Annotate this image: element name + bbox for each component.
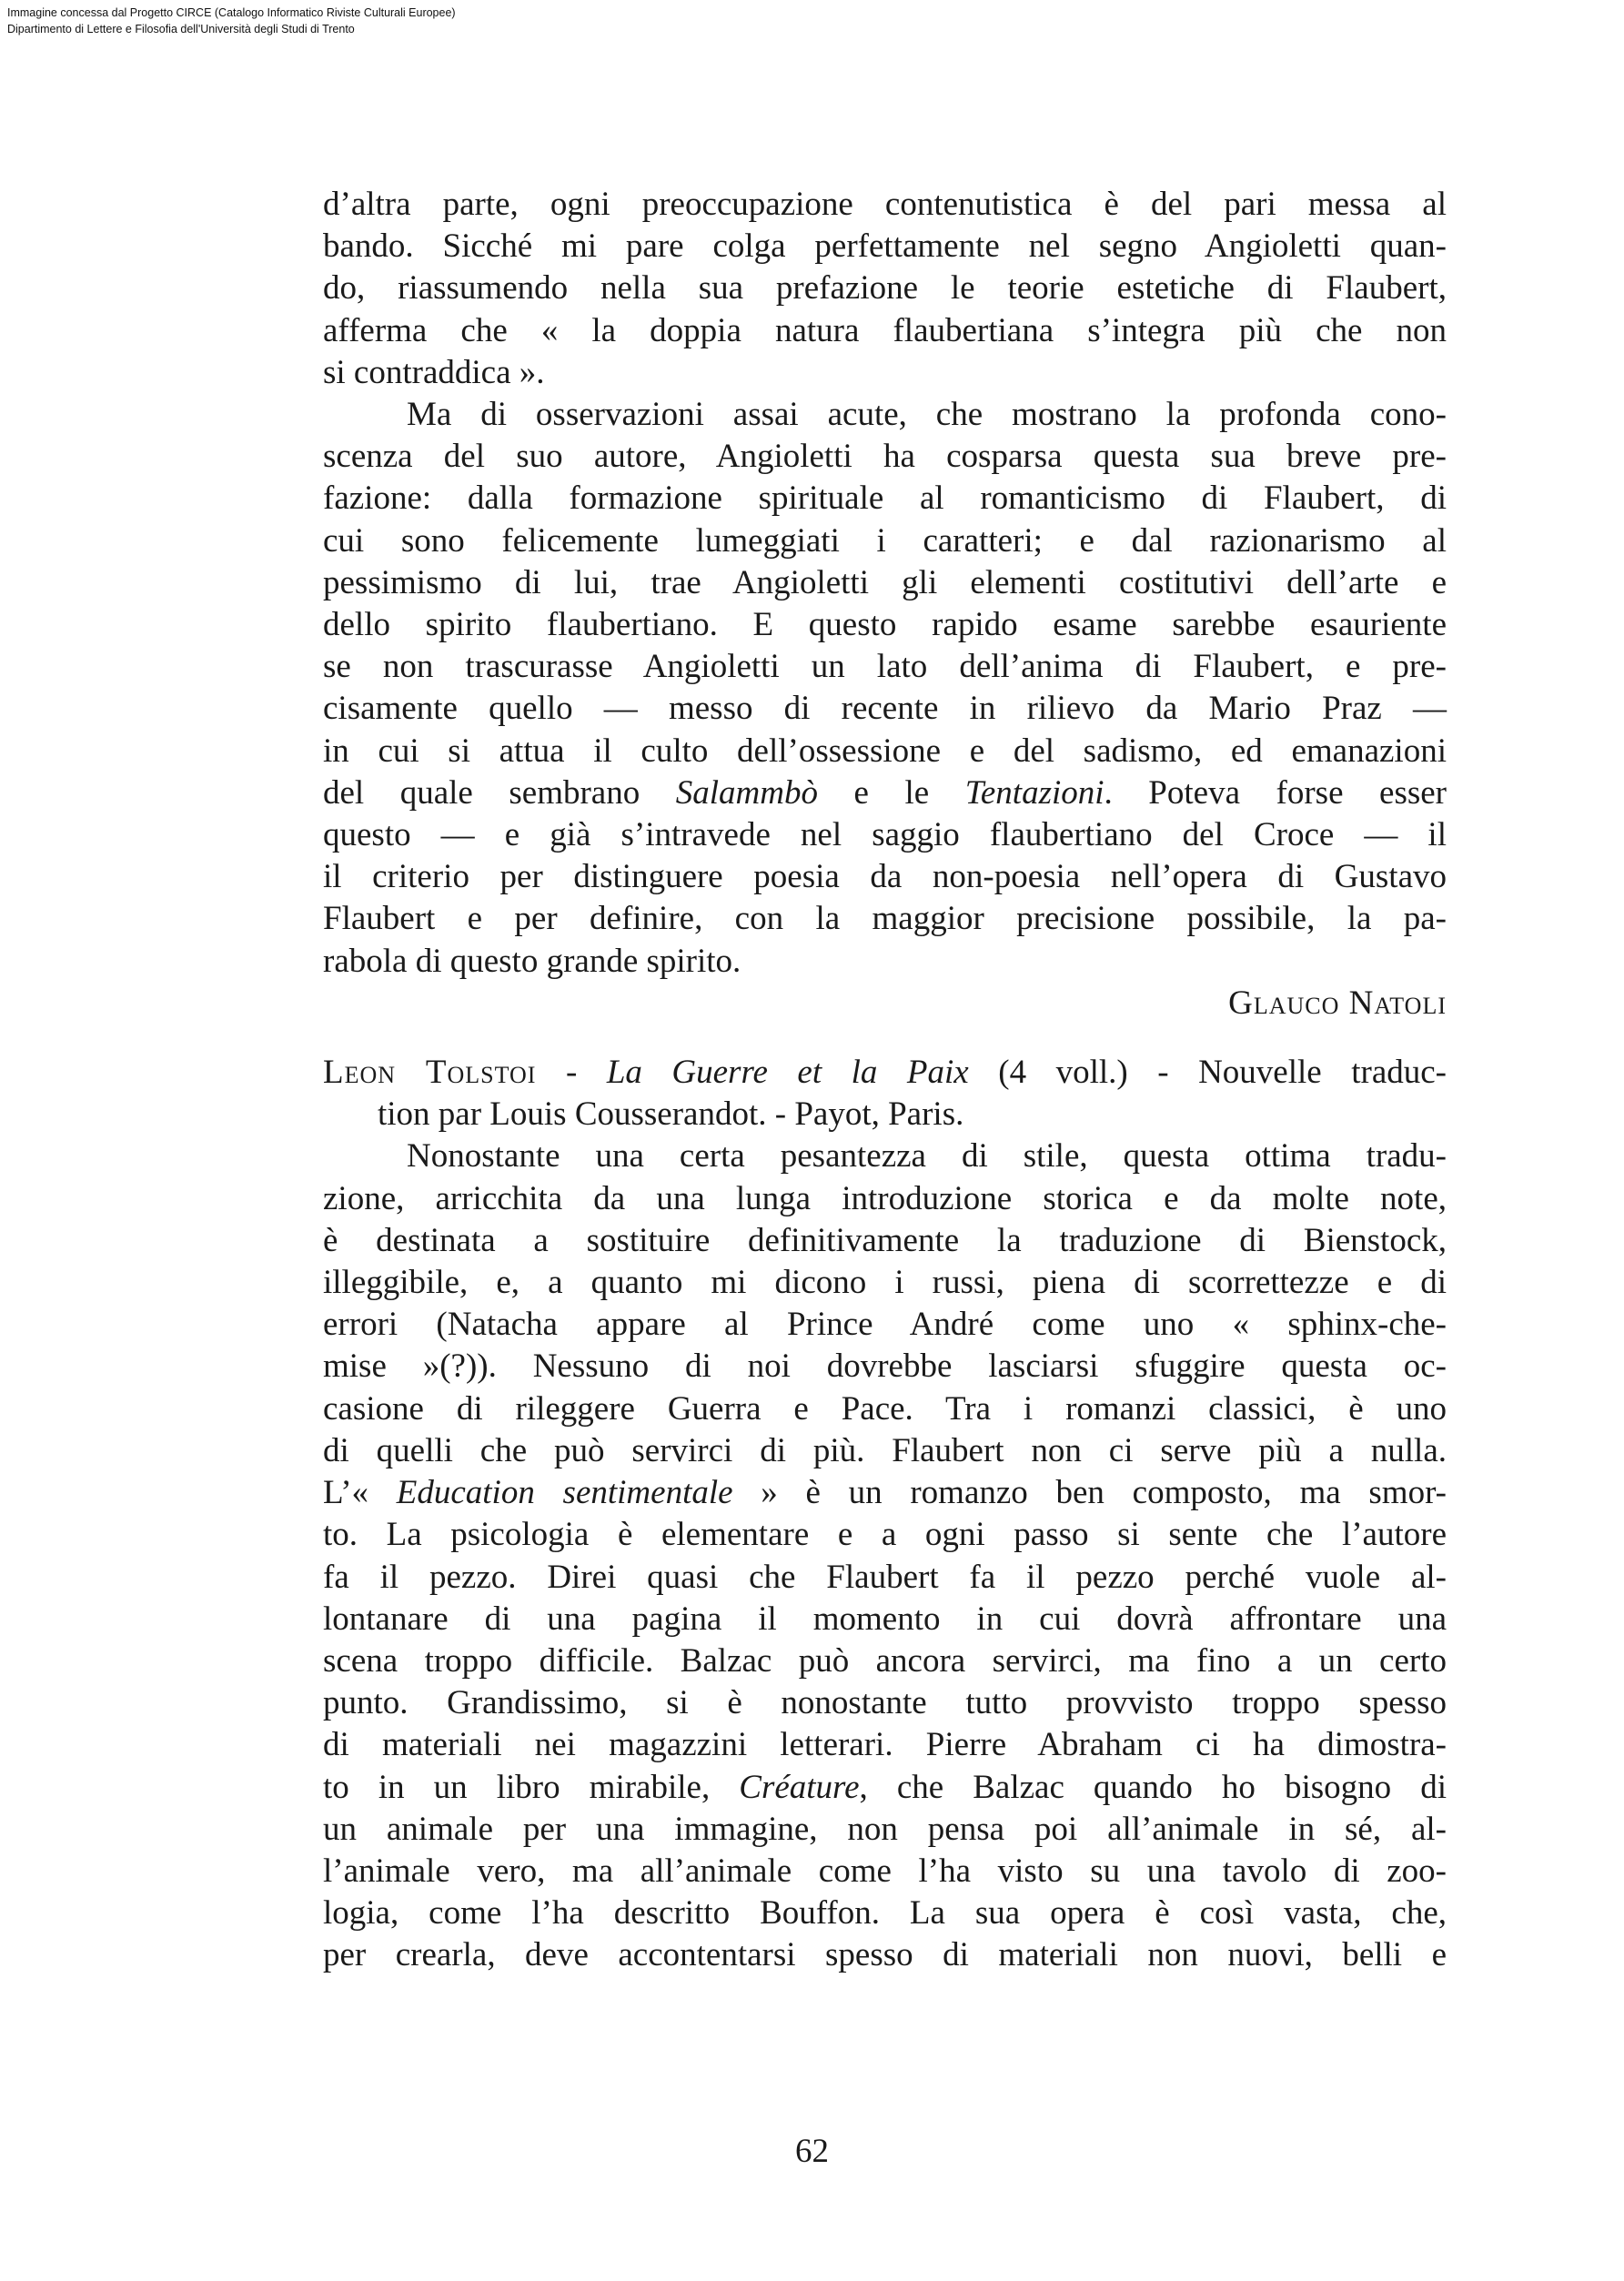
text-line: afferma che « la doppia natura flaubertiana s’integra più che non <box>323 311 1447 349</box>
text-run: del quale sembrano <box>323 773 676 812</box>
text-line: di quelli che può servirci di più. Flaubert non ci serve più a nulla. <box>323 1431 1447 1469</box>
text-run: (4 voll.) - Nouvelle traduc- <box>968 1054 1447 1092</box>
text-line: scena troppo difficile. Balzac può ancora servirci, ma fino a un certo <box>323 1641 1447 1680</box>
book-title: Créature <box>739 1768 860 1806</box>
text-line: rabola di questo grande spirito. <box>323 942 741 980</box>
book-title: La Guerre et la Paix <box>606 1054 969 1092</box>
text-line: cisamente quello — messo di recente in rilievo da Mario Praz — <box>323 690 1447 728</box>
text-line: se non trascurasse Angioletti un lato dell’anima di Flaubert, e pre- <box>323 648 1447 686</box>
text-line: di materiali nei magazzini letterari. Pierre Abraham ci ha dimostra- <box>323 1726 1447 1764</box>
text-line: è destinata a sostituire definitivamente la traduzione di Bienstock, <box>323 1221 1447 1259</box>
text-line: un animale per una immagine, non pensa poi all’animale in sé, al- <box>323 1810 1447 1848</box>
text-run: to in un libro mirabile, <box>323 1768 740 1806</box>
review-tolstoi <box>323 1052 1447 1976</box>
text-line: bando. Sicché mi pare colga perfettamente nel segno Angioletti quan- <box>323 227 1447 266</box>
text-line <box>323 1767 1447 1809</box>
page-number: 62 <box>795 2133 829 2170</box>
text-line: casione di rileggere Guerra e Pace. Tra i romanzi classici, è uno <box>323 1389 1447 1428</box>
text-line: mise »(?)). Nessuno di noi dovrebbe lasciarsi sfuggire questa oc- <box>323 1347 1447 1386</box>
text-line: il criterio per distinguere poesia da non-poesia nell’opera di Gustavo <box>323 858 1447 896</box>
page-body <box>323 184 1447 1977</box>
text-line: per crearla, deve accontentarsi spesso di materiali non nuovi, belli e <box>323 1936 1447 1974</box>
text-run: . Poteva forse esser <box>1104 773 1447 812</box>
text-run: - <box>536 1054 607 1092</box>
text-run: L’« <box>323 1474 397 1512</box>
text-line: cui sono felicemente lumeggiati i caratteri; e dal razionarismo al <box>323 521 1447 560</box>
review-heading <box>323 1052 1447 1094</box>
text-line: Ma di osservazioni assai acute, che mostrano la profonda cono- <box>407 396 1447 434</box>
signature: Glauco Natoli <box>1228 984 1447 1022</box>
text-run: e le <box>817 773 965 812</box>
section-gap <box>323 1024 1447 1052</box>
text-line: Flaubert e per definire, con la maggior precisione possibile, la pa- <box>323 900 1447 938</box>
text-line: to. La psicologia è elementare e a ogni passo si sente che l’autore <box>323 1516 1447 1554</box>
text-line: illeggibile, e, a quanto mi dicono i russi, piena di scorrettezze e di <box>323 1264 1447 1302</box>
text-line <box>323 1472 1447 1514</box>
text-line: scenza del suo autore, Angioletti ha cosparsa questa sua breve pre- <box>323 438 1447 476</box>
heading-author: Leon Tolstoi <box>323 1054 537 1092</box>
text-line: in cui si attua il culto dell’ossessione e del sadismo, ed emanazioni <box>323 732 1447 770</box>
text-line: zione, arricchita da una lunga introduzione storica e da molte note, <box>323 1179 1447 1217</box>
text-line: l’animale vero, ma all’animale come l’ha visto su una tavolo di zoo- <box>323 1852 1447 1890</box>
text-line: fazione: dalla formazione spirituale al romanticismo di Flaubert, di <box>323 479 1447 518</box>
text-line: si contraddica ». <box>323 353 545 391</box>
review-continuation <box>323 184 1447 1024</box>
text-line: dello spirito flaubertiano. E questo rapido esame sarebbe esauriente <box>323 606 1447 644</box>
text-line <box>323 772 1447 814</box>
text-line: d’altra parte, ogni preoccupazione contenutistica è del pari messa al <box>323 186 1447 223</box>
review-heading-line-2: tion par Louis Cousserandot. - Payot, Paris. <box>378 1095 964 1134</box>
credit-line-2: Dipartimento di Lettere e Filosofia dell'Università degli Studi di Trento <box>7 23 355 35</box>
credit-line-1: Immagine concessa dal Progetto CIRCE (Catalogo Informatico Riviste Culturali Europee) <box>7 6 456 19</box>
text-line: fa il pezzo. Direi quasi che Flaubert fa il pezzo perché vuole al- <box>323 1558 1447 1596</box>
text-line: punto. Grandissimo, si è nonostante tutto provvisto troppo spesso <box>323 1684 1447 1722</box>
text-line: pessimismo di lui, trae Angioletti gli elementi costitutivi dell’arte e <box>323 563 1447 601</box>
text-line: Nonostante una certa pesantezza di stile, questa ottima tradu- <box>407 1137 1447 1176</box>
book-title: Tentazioni <box>964 773 1105 812</box>
book-title: Education sentimentale <box>396 1474 733 1512</box>
text-line: questo — e già s’intravede nel saggio flaubertiano del Croce — il <box>323 816 1447 854</box>
text-run: » è un romanzo ben composto, ma smor- <box>732 1474 1447 1512</box>
book-title: Salammbò <box>675 773 818 812</box>
text-line: lontanare di una pagina il momento in cui dovrà affrontare una <box>323 1600 1447 1638</box>
text-run: , che Balzac quando ho bisogno di <box>859 1768 1447 1806</box>
text-line: logia, come l’ha descritto Bouffon. La sua opera è così vasta, che, <box>323 1894 1447 1933</box>
text-line: do, riassumendo nella sua prefazione le teorie estetiche di Flaubert, <box>323 269 1447 308</box>
text-line: errori (Natacha appare al Prince André come uno « sphinx-che- <box>323 1306 1447 1344</box>
